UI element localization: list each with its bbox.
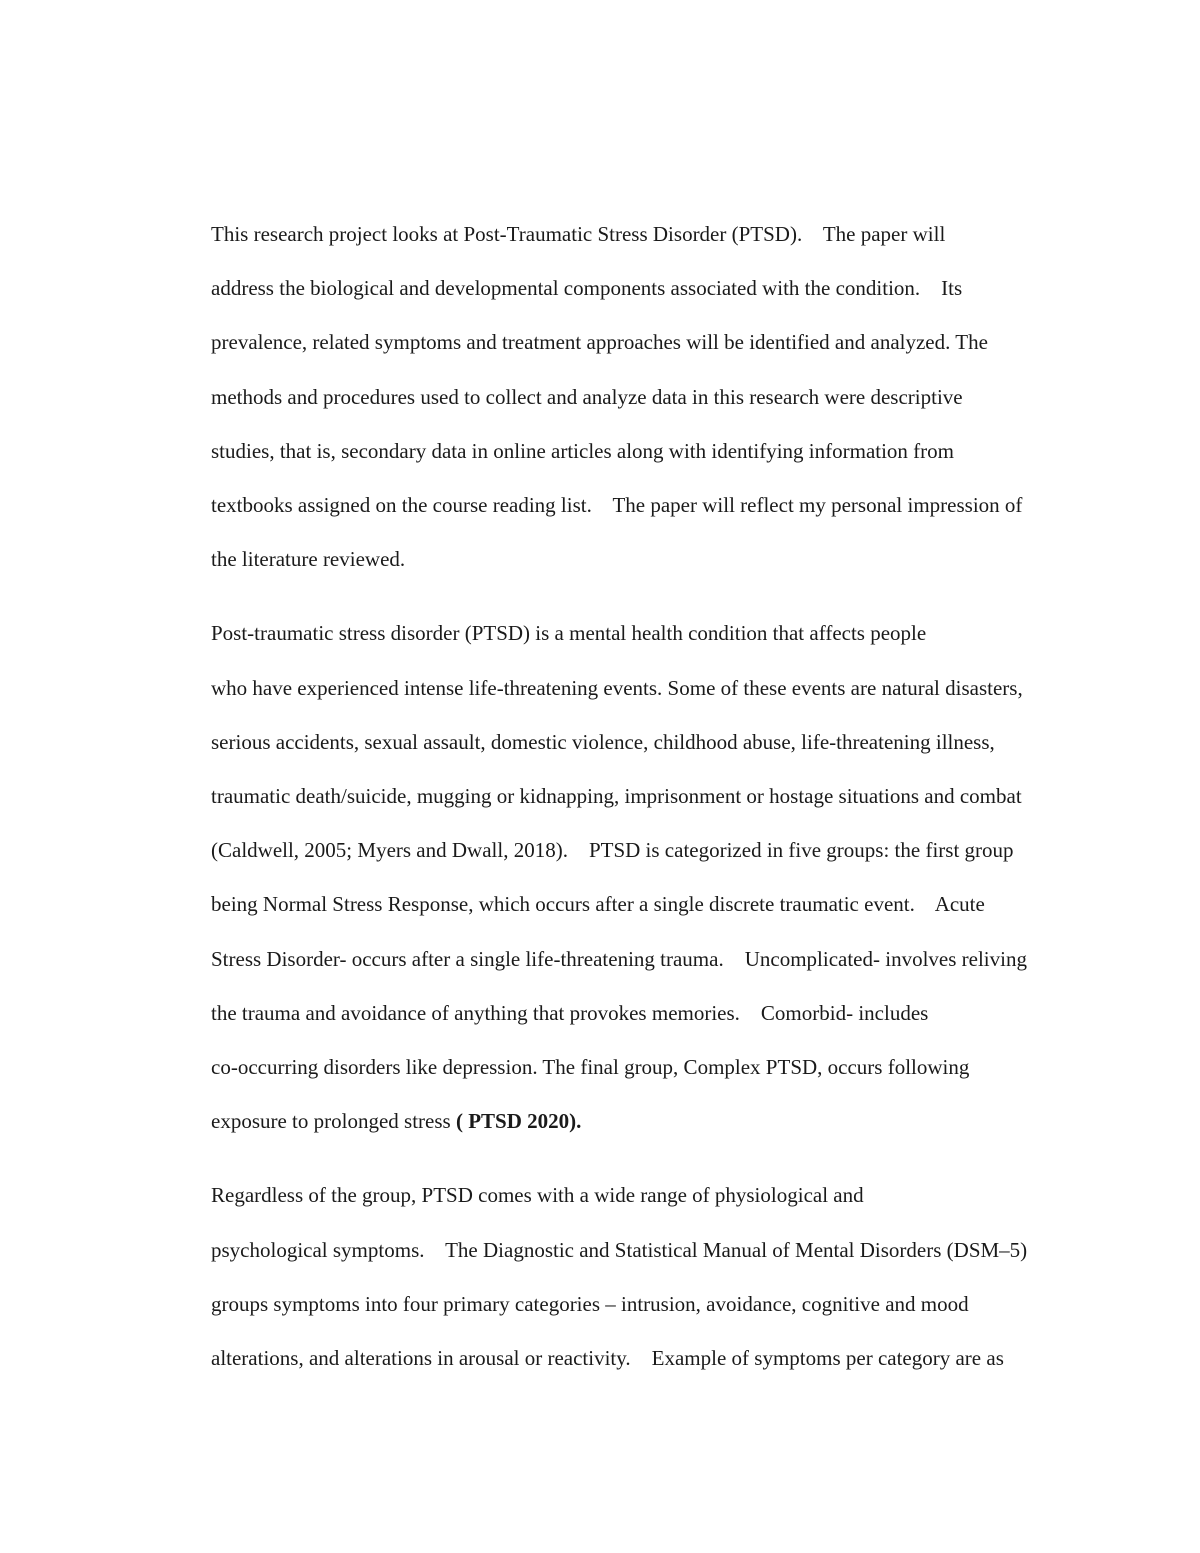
text-line-with-citation (141, 1094, 1066, 1148)
text-line: prevalence, related symptoms and treatment approaches will be identified and analyzed. The (211, 330, 988, 355)
paragraph-introduction (141, 207, 1066, 586)
text-line: This research project looks at Post-Traumatic Stress Disorder (PTSD). The paper will (211, 222, 946, 246)
text-segment: exposure to prolonged stress (211, 1109, 456, 1134)
text-line: textbooks assigned on the course reading list. The paper will reflect my personal impression of (211, 493, 1023, 518)
text-line: being Normal Stress Response, which occurs after a single discrete traumatic event. Acute (211, 892, 985, 917)
text-line: traumatic death/suicide, mugging or kidnapping, imprisonment or hostage situations and combat (211, 784, 1022, 809)
text-line: alterations, and alterations in arousal or reactivity. Example of symptoms per category are as (211, 1346, 1004, 1371)
text-line: serious accidents, sexual assault, domestic violence, childhood abuse, life-threatening illness, (211, 729, 995, 754)
text-line: who have experienced intense life-threatening events. Some of these events are natural disasters, (211, 675, 1023, 700)
bold-citation: ( PTSD 2020). (455, 1109, 582, 1134)
text-line: methods and procedures used to collect and analyze data in this research were descriptive (211, 384, 963, 409)
text-line: the literature reviewed. (211, 547, 406, 572)
text-line: Regardless of the group, PTSD comes with a wide range of physiological and (211, 1183, 864, 1208)
text-line: Stress Disorder- occurs after a single life-threatening trauma. Uncomplicated- involves reliving (211, 946, 1027, 971)
text-line: groups symptoms into four primary categories – intrusion, avoidance, cognitive and mood (211, 1291, 969, 1316)
text-line: address the biological and developmental components associated with the condition. Its (211, 276, 963, 301)
text-line: (Caldwell, 2005; Myers and Dwall, 2018). PTSD is categorized in five groups: the first group (211, 838, 1014, 863)
text-line: Post-traumatic stress disorder (PTSD) is a mental health condition that affects people (211, 621, 927, 646)
text-line: co-occurring disorders like depression. The final group, Complex PTSD, occurs following (211, 1055, 970, 1080)
paragraph-symptoms (141, 1168, 1066, 1385)
body-text (141, 207, 1066, 1385)
text-line: the trauma and avoidance of anything that provokes memories. Comorbid- includes (211, 1000, 929, 1025)
text-line: studies, that is, secondary data in online articles along with identifying information from (211, 438, 954, 463)
text-line: psychological symptoms. The Diagnostic and Statistical Manual of Mental Disorders (DSM–5) (211, 1237, 1028, 1262)
paragraph-definition (141, 606, 1066, 1148)
